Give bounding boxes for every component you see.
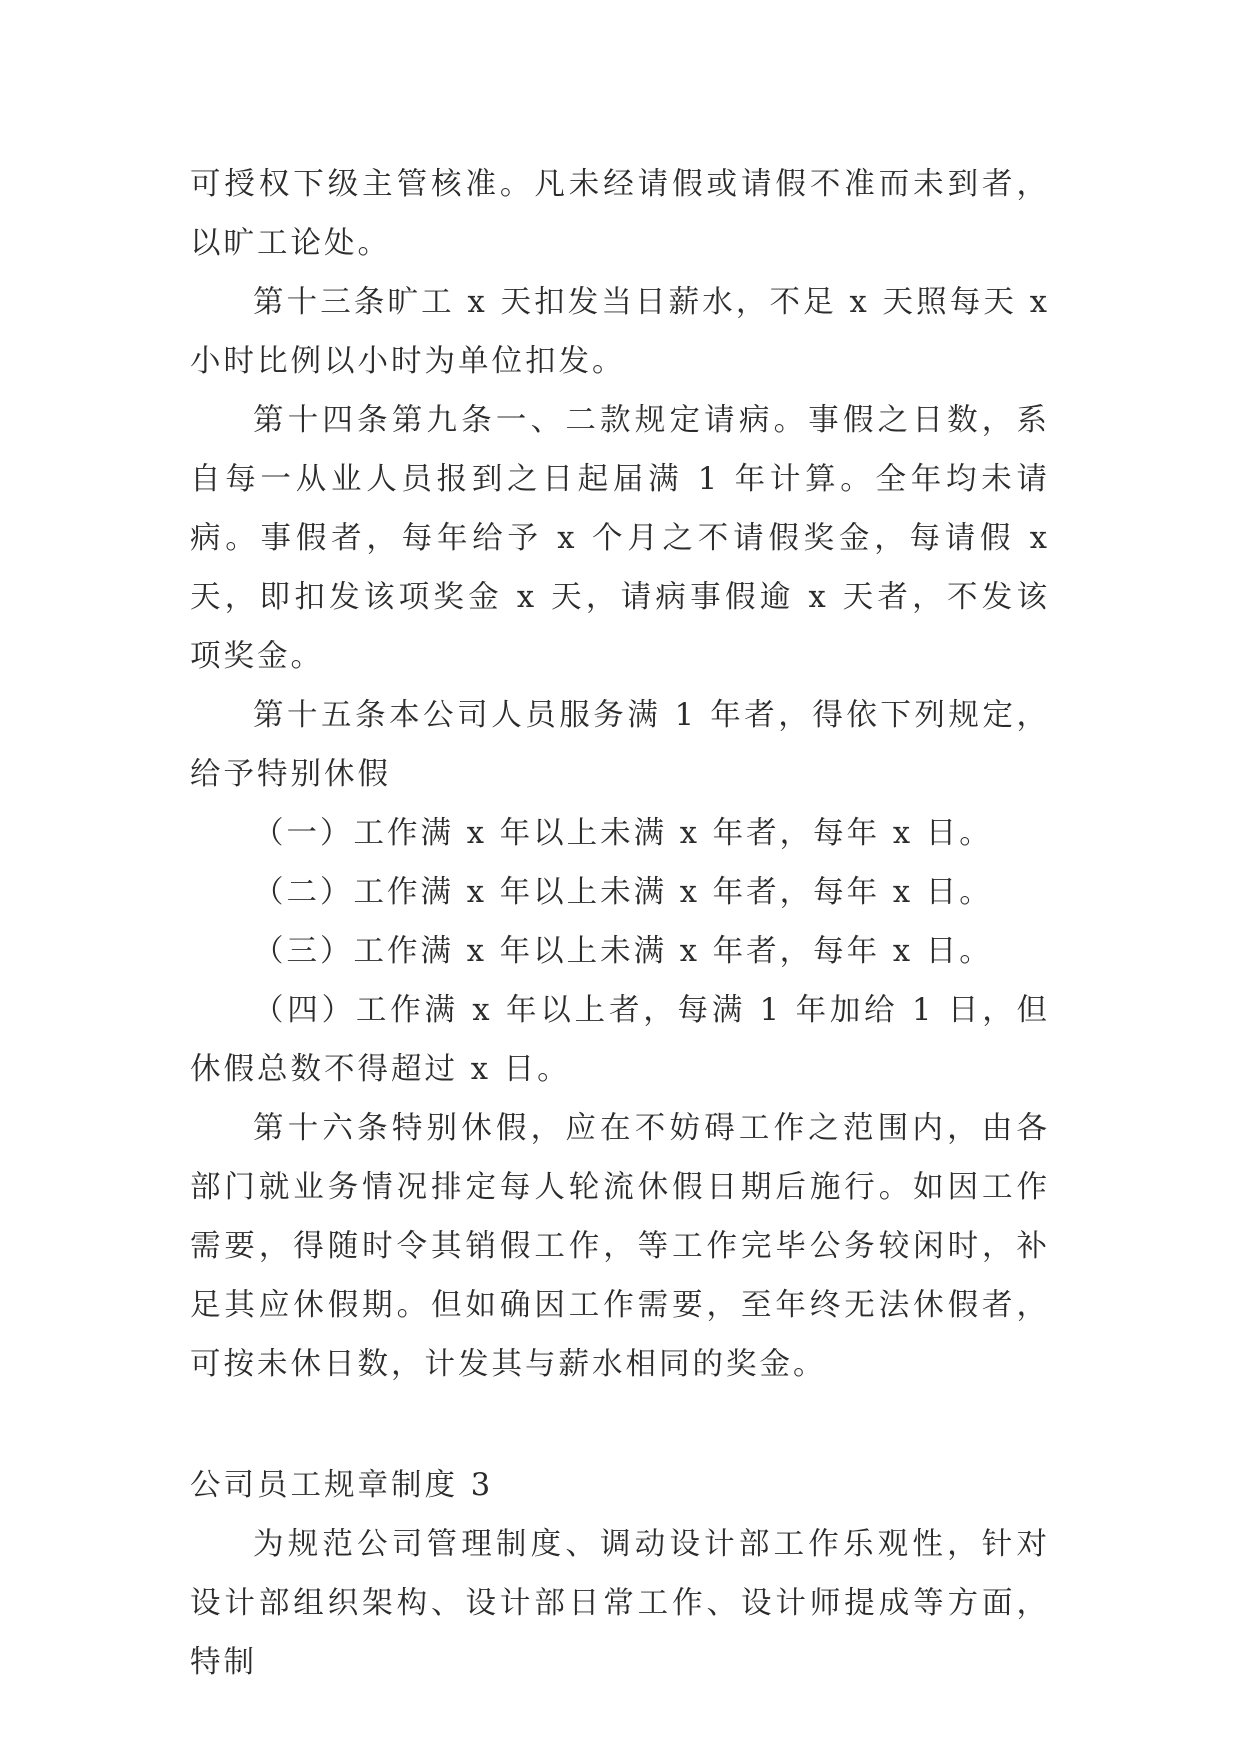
section-title: 公司员工规章制度 3 (190, 1468, 494, 1503)
paragraph-article-13: 第十三条旷工 x 天扣发当日薪水，不足 x 天照每天 x 小时比例以小时为单位扣发。 (190, 285, 1050, 379)
document-page (190, 155, 1050, 1692)
list-item-1: （一）工作满 x 年以上未满 x 年者，每年 x 日。 (253, 816, 993, 851)
list-item-2: （二）工作满 x 年以上未满 x 年者，每年 x 日。 (253, 875, 993, 910)
paragraph-article-14: 第十四条第九条一、二款规定请病。事假之日数，系自每一从业人员报到之日起届满 1 年计算。全年均未请病。事假者，每年给予 x 个月之不请假奖金，每请假 x 天，即扣发该项奖金 x 天，请病事假逾 x 天者，不发该项奖金。 (190, 403, 1050, 674)
paragraph-article-16: 第十六条特别休假，应在不妨碍工作之范围内，由各部门就业务情况排定每人轮流休假日期后施行。如因工作需要，得随时令其销假工作，等工作完毕公务较闲时，补足其应休假期。但如确因工作需要，至年终无法休假者，可按未休日数，计发其与薪水相同的奖金。 (190, 1111, 1050, 1382)
section-intro: 为规范公司管理制度、调动设计部工作乐观性，针对设计部组织架构、设计部日常工作、设计师提成等方面，特制 (190, 1527, 1050, 1680)
paragraph-article-15: 第十五条本公司人员服务满 1 年者，得依下列规定，给予特别休假 (190, 698, 1050, 792)
list-item-4: （四）工作满 x 年以上者，每满 1 年加给 1 日，但休假总数不得超过 x 日。 (190, 993, 1050, 1087)
paragraph-leave-approval: 可授权下级主管核准。凡未经请假或请假不准而未到者，以旷工论处。 (190, 167, 1050, 261)
list-item-3: （三）工作满 x 年以上未满 x 年者，每年 x 日。 (253, 934, 993, 969)
